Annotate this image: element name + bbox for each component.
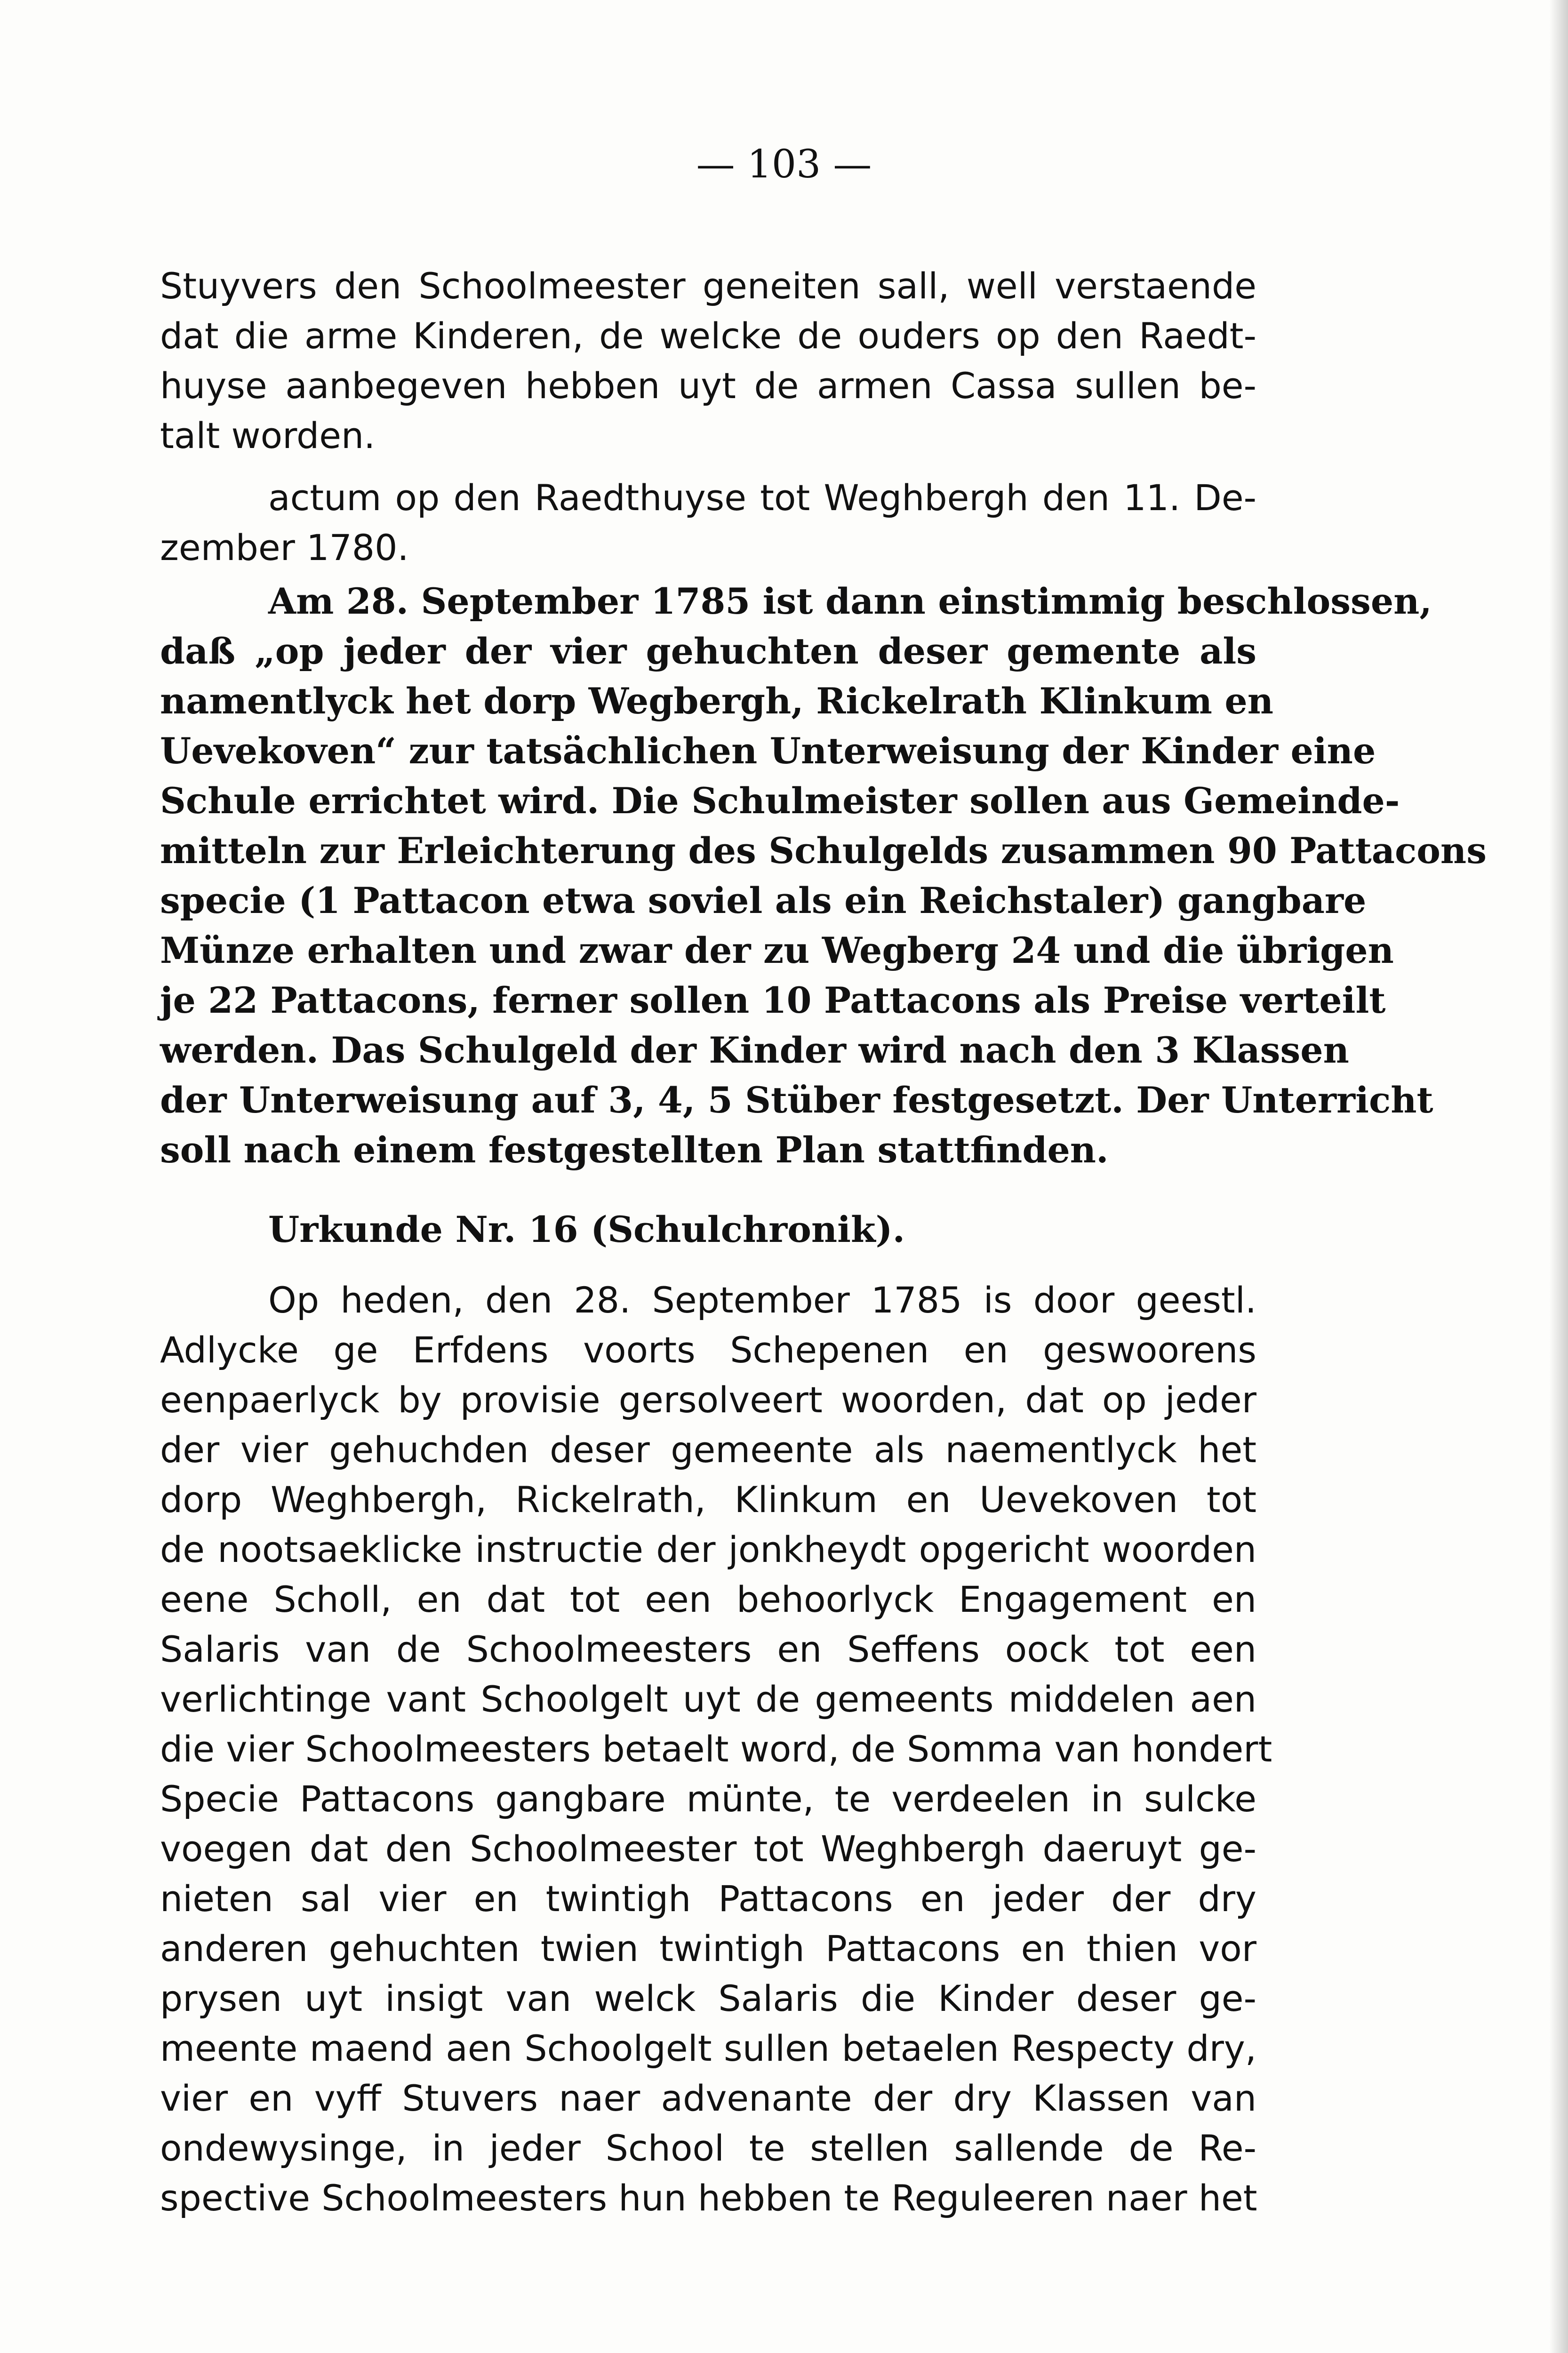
text-line: Salaris van de Schoolmeesters en Seffens oock tot een	[160, 1628, 1256, 1670]
text-line: actum op den Raedthuyse tot Weghbergh den 11. De-	[268, 477, 1256, 519]
text-line: anderen gehuchten twien twintigh Pattacons en thien vor	[160, 1928, 1256, 1969]
text-line: die vier Schoolmeesters betaelt word, de Somma van hondert	[160, 1728, 1272, 1770]
text-line: namentlyck het dorp Wegbergh, Rickelrath Klinkum en	[160, 680, 1273, 722]
text-line: der Unterweisung auf 3, 4, 5 Stüber festgesetzt. Der Unterricht	[160, 1079, 1433, 1121]
text-line: Am 28. September 1785 ist dann einstimmig beschlossen,	[268, 580, 1432, 622]
text-line: je 22 Pattacons, ferner sollen 10 Pattacons als Preise verteilt	[160, 979, 1386, 1021]
paragraph-1	[160, 261, 1256, 461]
text-line: talt worden.	[160, 415, 376, 456]
text-line: Schule errichtet wird. Die Schulmeister sollen aus Gemeinde-	[160, 780, 1400, 822]
text-line: soll nach einem festgestellten Plan stattfinden.	[160, 1129, 1109, 1171]
paragraph-4	[160, 1275, 1272, 2223]
text-line: ondewysinge, in jeder School te stellen sallende de Re-	[160, 2127, 1256, 2169]
page-number: — 103 —	[696, 142, 872, 187]
text-line: nieten sal vier en twintigh Pattacons en jeder der dry	[160, 1878, 1256, 1920]
text-line: verlichtinge vant Schoolgelt uyt de gemeents middelen aen	[160, 1678, 1256, 1720]
text-line: Uevekoven“ zur tatsächlichen Unterweisung der Kinder eine	[160, 730, 1376, 772]
text-line: Münze erhalten und zwar der zu Wegberg 24 und die übrigen	[160, 929, 1394, 971]
text-line: specie (1 Pattacon etwa soviel als ein Reichstaler) gangbare	[160, 880, 1367, 921]
text-line: werden. Das Schulgeld der Kinder wird nach den 3 Klassen	[160, 1029, 1349, 1071]
paragraph-3	[160, 576, 1487, 1175]
section-heading: Urkunde Nr. 16 (Schulchronik).	[268, 1209, 905, 1250]
text-line: mitteln zur Erleichterung des Schulgelds zusammen 90 Pattacons	[160, 830, 1487, 872]
text-line: Adlycke ge Erfdens voorts Schepenen en geswoorens	[160, 1329, 1256, 1371]
text-line: daß „op jeder der vier gehuchten deser gemente als	[160, 630, 1256, 672]
text-line: Stuyvers den Schoolmeester geneiten sall, well verstaende	[160, 265, 1256, 307]
text-line: dat die arme Kinderen, de welcke de ouders op den Raedt-	[160, 315, 1256, 357]
text-line: voegen dat den Schoolmeester tot Weghbergh daeruyt ge-	[160, 1828, 1256, 1870]
text-line: eenpaerlyck by provisie gersolveert woorden, dat op jeder	[160, 1379, 1256, 1421]
text-line: Op heden, den 28. September 1785 is door geestl.	[268, 1279, 1256, 1321]
text-line: de nootsaeklicke instructie der jonkheydt opgericht woorden	[160, 1529, 1256, 1570]
paragraph-2	[160, 473, 1256, 573]
text-line: huyse aanbegeven hebben uyt de armen Cassa sullen be-	[160, 365, 1256, 407]
text-line: meente maend aen Schoolgelt sullen betaelen Respecty dry,	[160, 2027, 1256, 2069]
text-line: zember 1780.	[160, 527, 409, 568]
text-line: dorp Weghbergh, Rickelrath, Klinkum en Uevekoven tot	[160, 1479, 1256, 1521]
text-line: spective Schoolmeesters hun hebben te Reguleeren naer het	[160, 2177, 1257, 2219]
text-line: der vier gehuchden deser gemeente als naementlyck het	[160, 1429, 1256, 1471]
text-line: prysen uyt insigt van welck Salaris die Kinder deser ge-	[160, 1977, 1256, 2019]
text-line: vier en vyff Stuvers naer advenante der dry Klassen van	[160, 2077, 1256, 2119]
page-edge-shadow	[1549, 0, 1568, 2353]
text-line: Specie Pattacons gangbare münte, te verdeelen in sulcke	[160, 1778, 1256, 1820]
text-line: eene Scholl, en dat tot een behoorlyck Engagement en	[160, 1578, 1256, 1620]
